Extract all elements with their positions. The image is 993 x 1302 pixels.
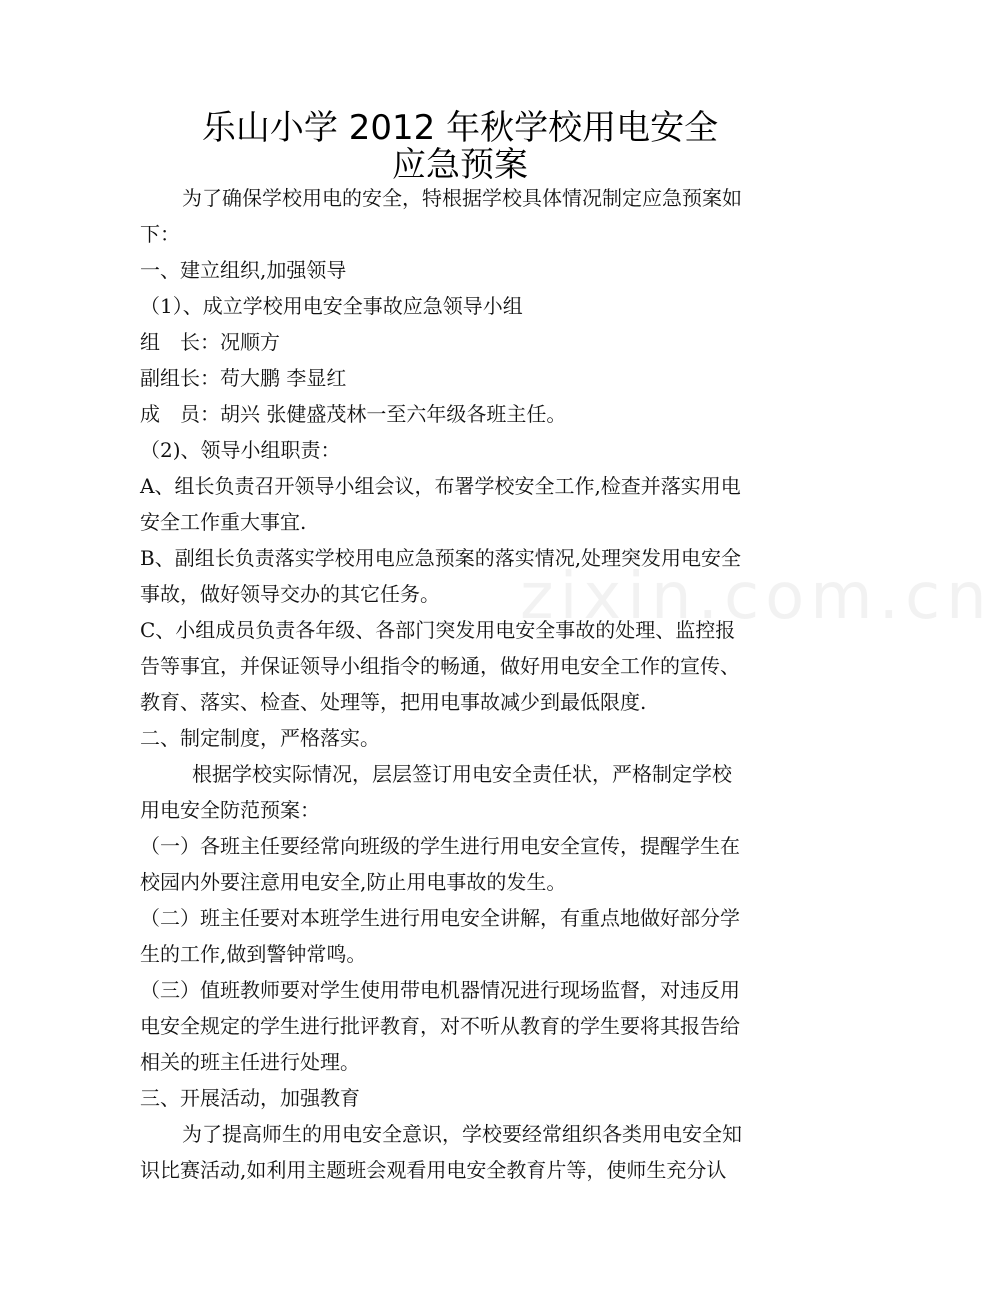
paragraph-line: （一）各班主任要经常向班级的学生进行用电安全宣传，提醒学生在 [140, 834, 740, 858]
paragraph-line: 事故，做好领导交办的其它任务。 [140, 582, 440, 606]
watermark: zixin.com.cn [520, 560, 993, 634]
paragraph-line: （2)、领导小组职责： [140, 438, 341, 462]
document-title-line1: 乐山小学 2012 年秋学校用电安全 [201, 108, 719, 148]
paragraph-line: A、组长负责召开领导小组会议，布署学校安全工作,检查并落实用电 [140, 474, 741, 498]
member-line: 副组长：苟大鹏 李显红 [140, 366, 347, 390]
paragraph-line: 用电安全防范预案： [140, 798, 320, 822]
paragraph-line: 相关的班主任进行处理。 [140, 1050, 360, 1074]
section-heading: 三、开展活动，加强教育 [140, 1086, 360, 1110]
section-heading: 一、建立组织,加强领导 [140, 258, 347, 282]
paragraph-line: 为了提高师生的用电安全意识，学校要经常组织各类用电安全知 [182, 1122, 742, 1146]
paragraph-line: （二）班主任要对本班学生进行用电安全讲解，有重点地做好部分学 [140, 906, 740, 930]
paragraph-line: 下： [140, 222, 180, 246]
paragraph-line: 识比赛活动,如利用主题班会观看用电安全教育片等，使师生充分认 [140, 1158, 727, 1182]
paragraph-line: （三）值班教师要对学生使用带电机器情况进行现场监督，对违反用 [140, 978, 740, 1002]
document-title-line2: 应急预案 [392, 145, 528, 185]
paragraph-line: B、副组长负责落实学校用电应急预案的落实情况,处理突发用电安全 [140, 546, 742, 570]
member-line: 组 长：况顺方 [140, 330, 280, 354]
paragraph-line: 安全工作重大事宜. [140, 510, 307, 534]
paragraph-line: 电安全规定的学生进行批评教育，对不听从教育的学生要将其报告给 [140, 1014, 740, 1038]
paragraph-line: C、小组成员负责各年级、各部门突发用电安全事故的处理、监控报 [140, 618, 736, 642]
paragraph-line: 教育、落实、检查、处理等，把用电事故减少到最低限度. [140, 690, 647, 714]
section-heading: 二、制定制度，严格落实。 [140, 726, 380, 750]
paragraph-line: 告等事宜，并保证领导小组指令的畅通，做好用电安全工作的宣传、 [140, 654, 740, 678]
paragraph-line: （1）、成立学校用电安全事故应急领导小组 [140, 294, 523, 318]
paragraph-line: 生的工作,做到警钟常鸣。 [140, 942, 367, 966]
paragraph-line: 校园内外要注意用电安全,防止用电事故的发生。 [140, 870, 567, 894]
paragraph-line: 根据学校实际情况，层层签订用电安全责任状，严格制定学校 [192, 762, 732, 786]
member-line: 成 员：胡兴 张健盛茂林一至六年级各班主任。 [140, 402, 567, 426]
paragraph-line: 为了确保学校用电的安全，特根据学校具体情况制定应急预案如 [182, 186, 742, 210]
